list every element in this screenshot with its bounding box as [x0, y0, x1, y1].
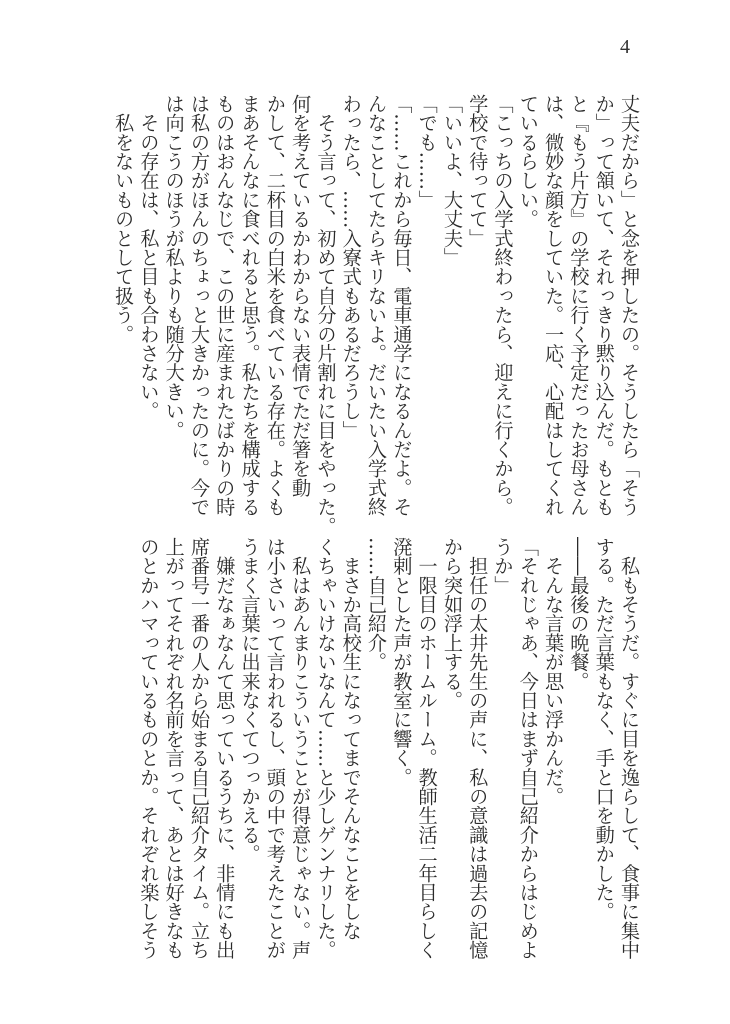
text-line: は、微妙な顔をしていた。一応、心配はしてくれ — [542, 94, 566, 517]
text-line: ……自己紹介。 — [365, 537, 389, 672]
text-line: わったら、……入寮式もあるだろうし」 — [339, 94, 363, 440]
text-line: 私もそうだ。すぐに目を逸らして、食事に集中 — [618, 537, 641, 960]
text-line: は向こうのほうが私よりも随分大きい。 — [162, 94, 186, 440]
text-line: 担任の太井先生の声に、私の意識は過去の記憶 — [466, 537, 490, 960]
text-line: くちゃいけないなんて……と少しゲンナリした。 — [314, 537, 338, 960]
text-line: 私はあんまりこういうことが得意じゃない。声 — [289, 537, 313, 960]
text-line: そんな言葉が思い浮かんだ。 — [542, 537, 566, 806]
text-line: その存在は、私と目も合わさない。 — [137, 94, 161, 421]
text-line: うまく言葉に出来なくてつっかえる。 — [238, 537, 262, 864]
text-line: ――最後の晩餐。 — [567, 537, 591, 691]
text-line: 何を考えているかわからない表情でただ箸を動 — [289, 94, 313, 498]
text-line: 席番号一番の人から始まる自己紹介タイム。立ち — [187, 537, 211, 960]
text-line: か」って頷いて、それっきり黙り込んだ。もとも — [592, 94, 616, 517]
text-line: そう言って、初めて自分の片割れに目をやった。 — [314, 94, 338, 536]
text-line: 嫌だなぁなんて思っているうちに、非情にも出 — [213, 537, 237, 960]
text-line: 「でも……」 — [415, 94, 439, 210]
text-line: は小さいって言われるし、頭の中で考えたことが — [263, 537, 287, 960]
text-line: 学校で待ってて」 — [466, 94, 490, 248]
text-line: から突如浮上する。 — [440, 537, 464, 710]
text-line: 一限目のホームルーム。教師生活二年目らしく — [415, 537, 439, 960]
text-line: うか」 — [491, 537, 515, 595]
text-line: 「いいよ、大丈夫」 — [440, 94, 464, 267]
text-line: 「こっちの入学式終わったら、迎えに行くから。 — [491, 94, 515, 517]
text-line: まさか高校生になってまでそんなことをしな — [339, 537, 363, 941]
text-line: 溌剌とした声が教室に響く。 — [390, 537, 414, 787]
text-line: は私の方がほんのちょっと大きかったのに。今で — [187, 94, 211, 517]
text-line: のとかハマっているものとか。それぞれ楽しそう — [137, 537, 161, 960]
page-number: 4 — [620, 36, 630, 58]
text-line: と『もう片方』の学校に行く予定だったお母さん — [567, 94, 591, 517]
text-line: 「……これから毎日、電車通学になるんだよ。そ — [390, 94, 414, 517]
text-line: んなことしてたらキリないよ。だいたい入学式終 — [365, 94, 389, 517]
text-line: 上がってそれぞれ名前を言って、あとは好きなも — [162, 537, 186, 960]
text-line: かして、二杯目の白米を食べている存在。よくも — [263, 94, 287, 517]
text-line: ているらしい。 — [516, 94, 540, 229]
text-line: 私をないものとして扱う。 — [112, 94, 136, 344]
text-line: 丈夫だから」と念を押したの。そうしたら「そう — [618, 94, 641, 517]
text-line: する。ただ言葉もなく、手と口を動かした。 — [592, 537, 616, 921]
text-line: 「それじゃあ、今日はまず自己紹介からはじめよ — [516, 537, 540, 960]
upper-text-block — [108, 94, 642, 536]
text-line: まあそんなに食べれると思う。私たちを構成する — [238, 94, 262, 517]
text-line: ものはおんなじで、この世に産まれたばかりの時 — [213, 94, 237, 517]
lower-text-block — [108, 537, 642, 963]
